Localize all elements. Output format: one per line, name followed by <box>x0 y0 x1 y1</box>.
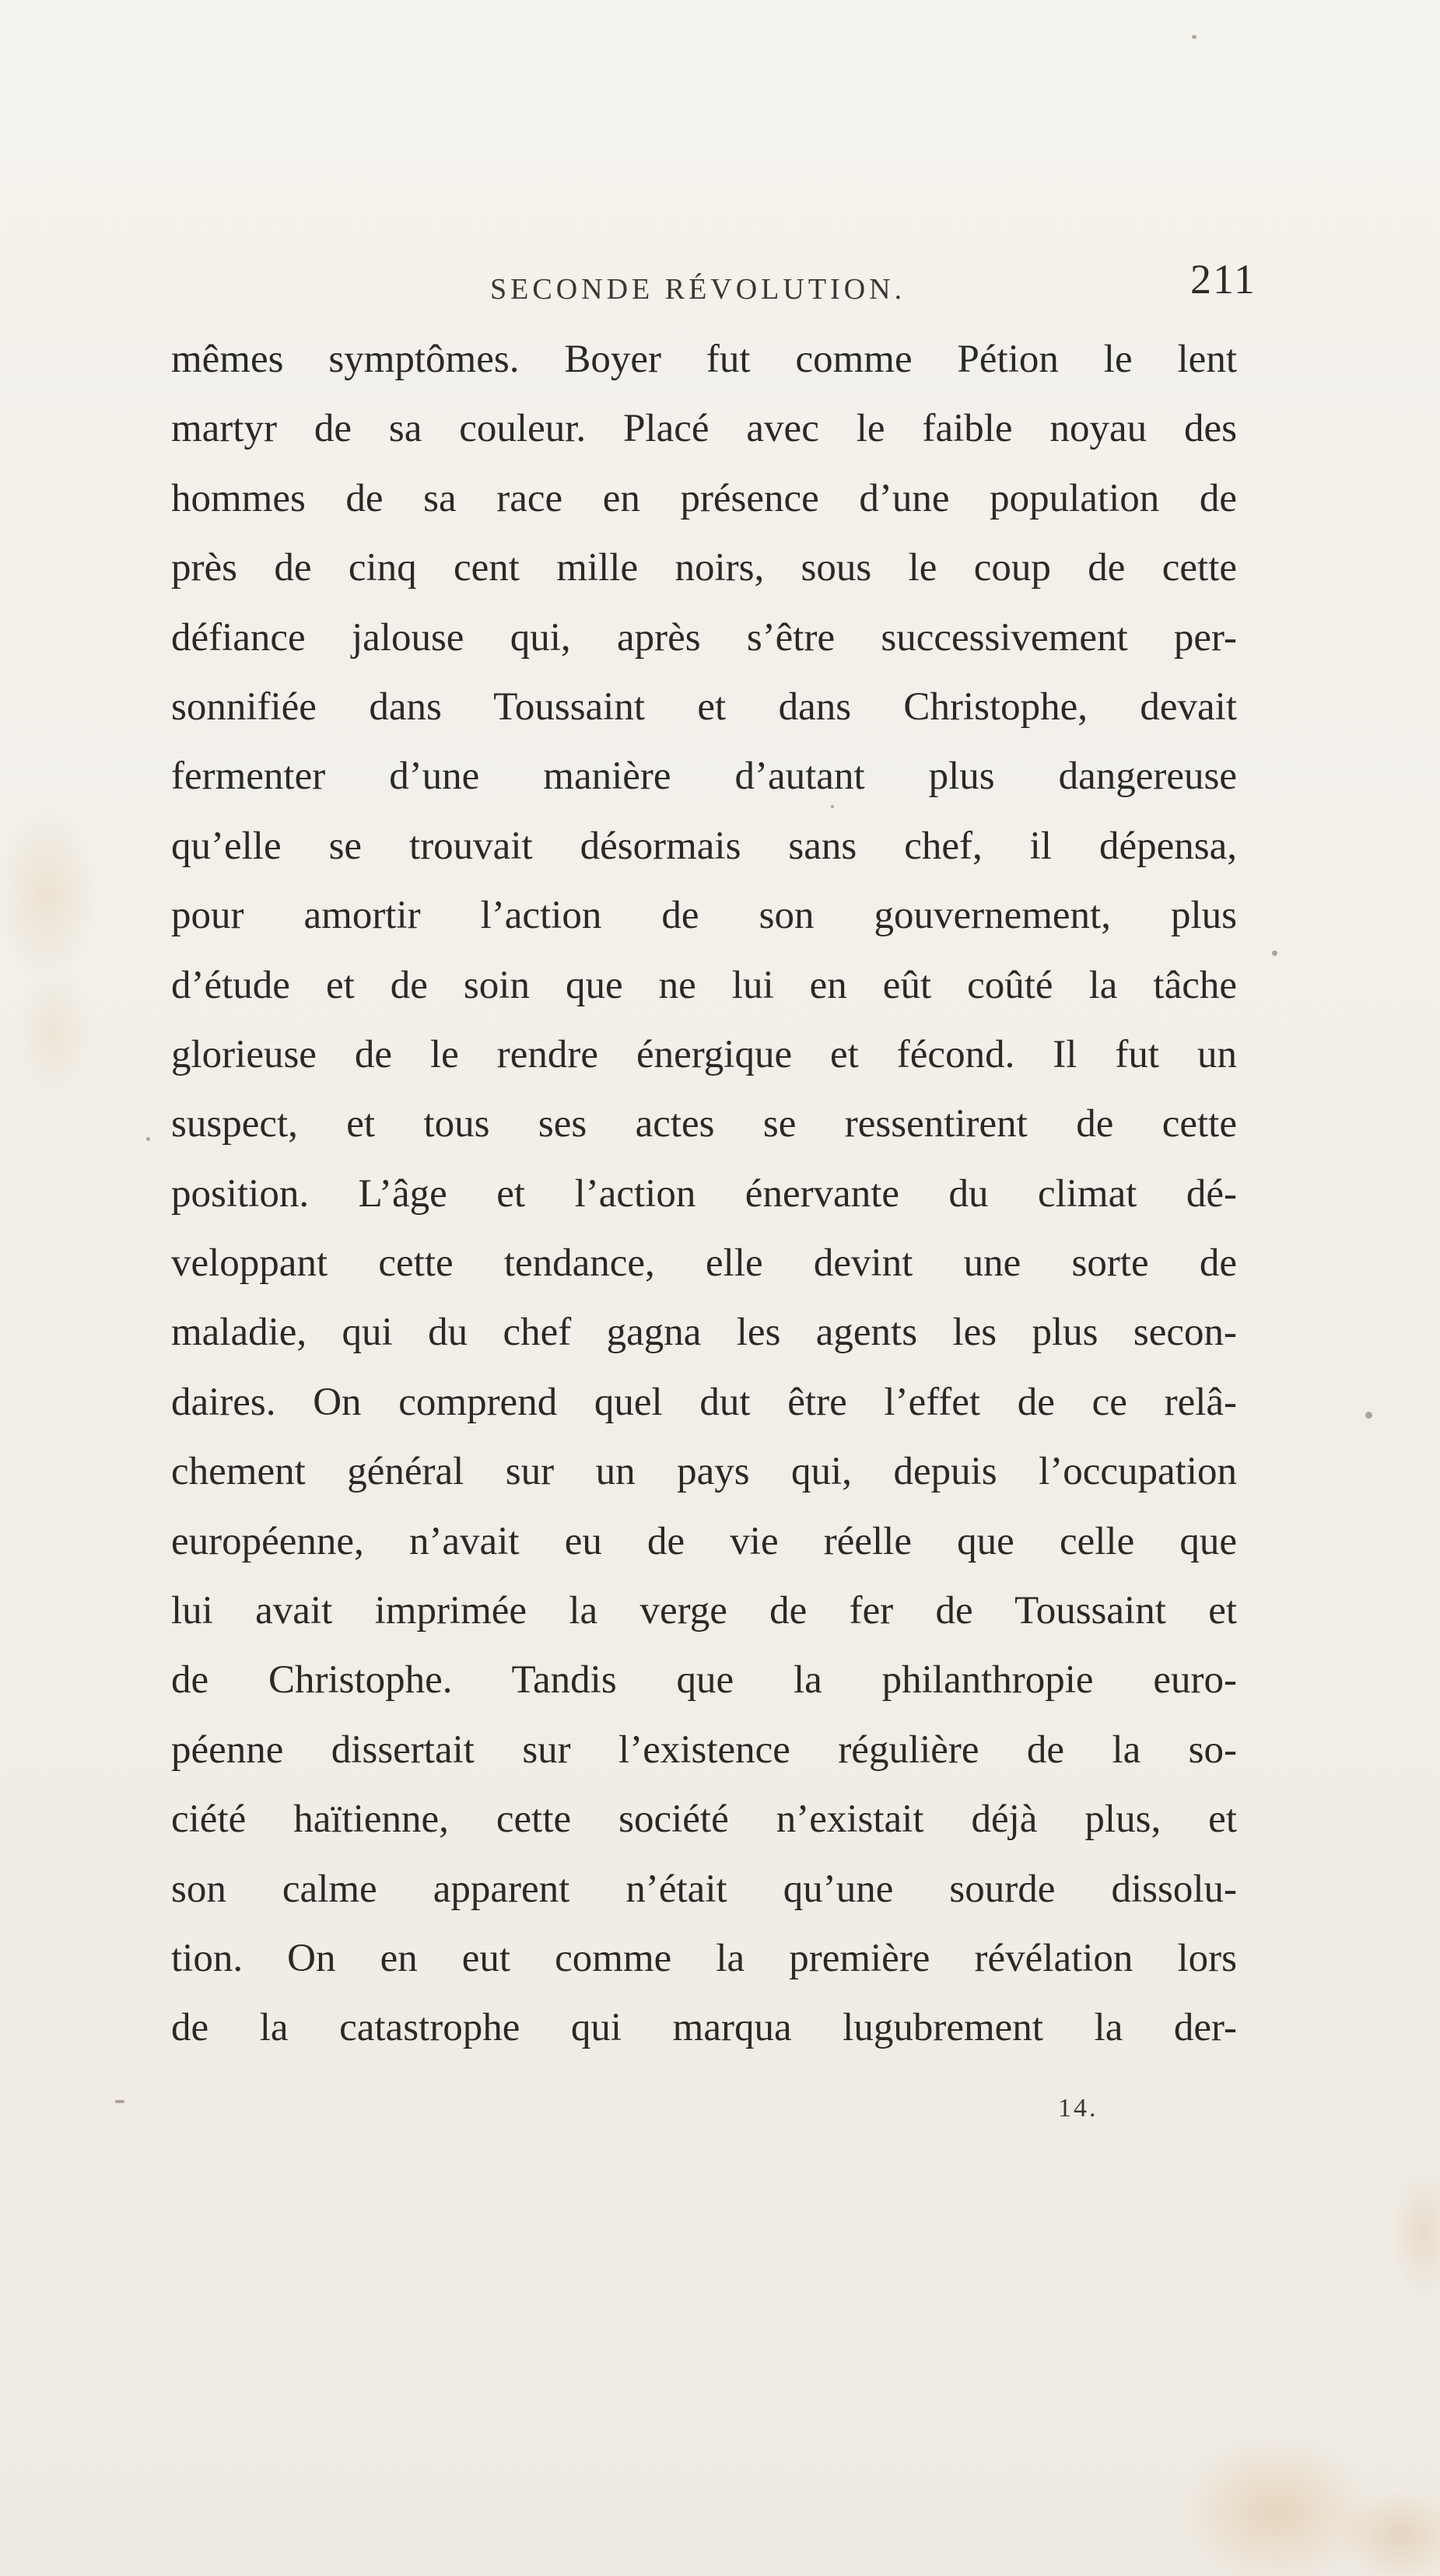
paper-speck <box>146 1137 150 1141</box>
text-line: veloppant cette tendance, elle devint une sorte de <box>171 1241 1237 1286</box>
text-line: péenne dissertait sur l’existence régulière de la so- <box>171 1727 1237 1772</box>
text-line: qu’elle se trouvait désormais sans chef, il dépensa, <box>171 824 1237 868</box>
text-line: daires. On comprend quel dut être l’effet de ce relâ- <box>171 1380 1237 1424</box>
text-line: son calme apparent n’était qu’une sourde dissolu- <box>171 1867 1237 1911</box>
text-line: glorieuse de le rendre énergique et fécond. Il fut un <box>171 1032 1237 1076</box>
body-text <box>171 325 1237 2063</box>
text-line: maladie, qui du chef gagna les agents les plus secon- <box>171 1311 1237 1355</box>
text-line: d’étude et de soin que ne lui en eût coûté la tâche <box>171 963 1237 1007</box>
text-line: martyr de sa couleur. Placé avec le faible noyau des <box>171 407 1237 451</box>
paper-speck <box>831 805 834 808</box>
paper-speck <box>1192 35 1196 39</box>
text-line: tion. On en eut comme la première révélation lors <box>171 1936 1237 1980</box>
text-line: chement général sur un pays qui, depuis l’occupation <box>171 1450 1237 1494</box>
text-line: de Christophe. Tandis que la philanthropie euro- <box>171 1658 1237 1703</box>
text-line: position. L’âge et l’action énervante du climat dé- <box>171 1171 1237 1216</box>
text-line: suspect, et tous ses actes se ressentirent de cette <box>171 1102 1237 1146</box>
page-number: 211 <box>1190 256 1256 303</box>
text-line: près de cinq cent mille noirs, sous le coup de cette <box>171 546 1237 590</box>
text-line: ciété haïtienne, cette société n’existait déjà plus, et <box>171 1797 1237 1842</box>
text-line: pour amortir l’action de son gouvernement, plus <box>171 894 1237 938</box>
paper-speck <box>115 2100 124 2103</box>
paper-speck <box>1365 1412 1372 1419</box>
text-line: hommes de sa race en présence d’une population de <box>171 476 1237 520</box>
text-line: européenne, n’avait eu de vie réelle que celle que <box>171 1519 1237 1563</box>
text-line: de la catastrophe qui marqua lugubrement la der- <box>171 2006 1237 2050</box>
text-line: défiance jalouse qui, après s’être successivement per- <box>171 615 1237 660</box>
running-head-title: SECONDE RÉVOLUTION. <box>490 273 906 306</box>
text-line: mêmes symptômes. Boyer fut comme Pétion le lent <box>171 338 1237 381</box>
signature-mark: 14. <box>1058 2094 1098 2123</box>
running-head <box>171 255 1256 317</box>
text-line: sonnifiée dans Toussaint et dans Christophe, devait <box>171 684 1237 729</box>
text-line: lui avait imprimée la verge de fer de Toussaint et <box>171 1589 1237 1633</box>
paper-speck <box>1272 950 1277 956</box>
text-line: fermenter d’une manière d’autant plus dangereuse <box>171 754 1237 799</box>
